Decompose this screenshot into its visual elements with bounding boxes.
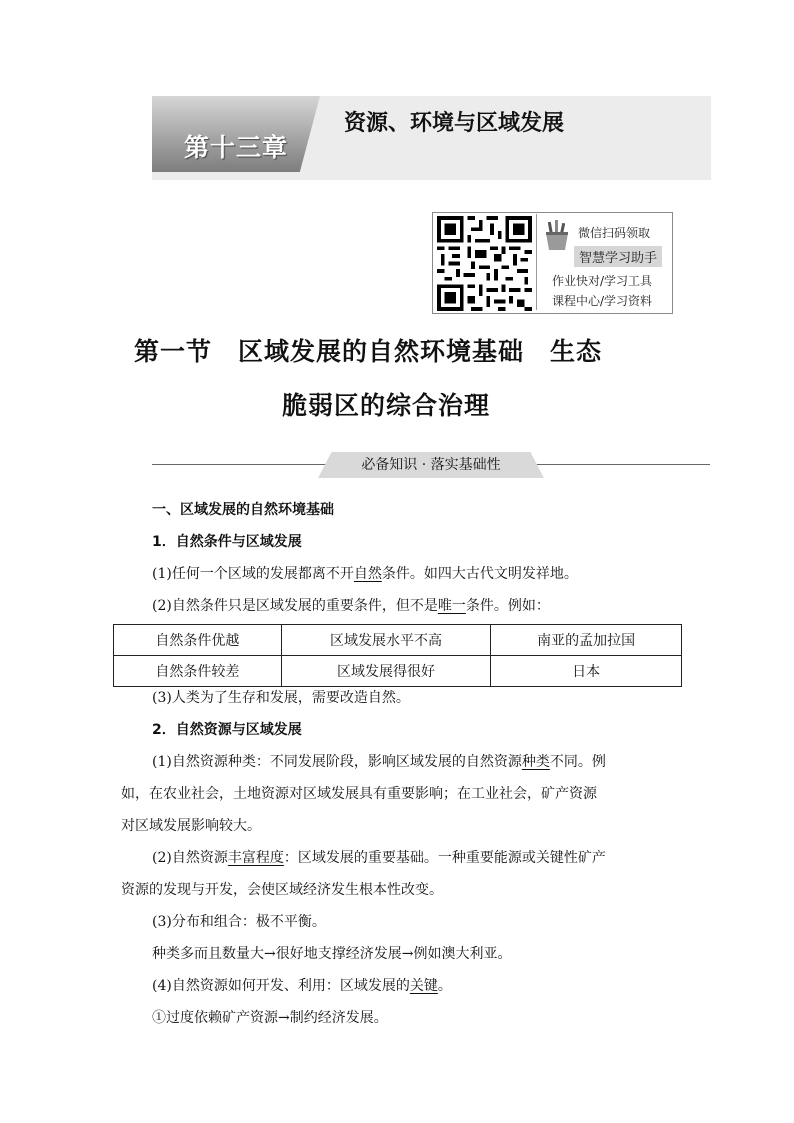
paragraph-2	[152, 596, 550, 616]
table-cell: 自然条件较差	[114, 656, 282, 687]
qr-caption-tools: 作业快对/学习工具	[552, 274, 653, 288]
conditions-table	[113, 624, 682, 687]
paragraph-4-line-3: 对区域发展影响较大。	[121, 818, 261, 834]
table-row	[114, 625, 682, 656]
paragraph-5-line-2: 资源的发现与开发，会使区域经济发生根本性改变。	[121, 882, 443, 898]
paragraph-1-text-b: 条件。如四大古代文明发祥地。	[381, 566, 578, 582]
section-title-line1: 第一节 区域发展的自然环境基础 生态	[134, 337, 603, 366]
table-cell: 南亚的孟加拉国	[491, 625, 682, 656]
chapter-title: 资源、环境与区域发展	[344, 110, 565, 136]
paragraph-5-underline: 丰富程度	[227, 850, 284, 866]
paragraph-2-text-a: (2)自然条件只是区域发展的重要条件，但不是	[152, 598, 438, 614]
subheading-natural-conditions: 1．自然条件与区域发展	[152, 534, 302, 550]
paragraph-1-text-a: (1)任何一个区域的发展都离不开	[152, 566, 354, 582]
subheading-natural-resources: 2．自然资源与区域发展	[152, 722, 302, 738]
table-cell: 自然条件优越	[114, 625, 282, 656]
divider-label: 必备知识 · 落实基础性	[361, 457, 501, 473]
divider-line-left	[152, 464, 332, 465]
paragraph-7: 种类多而且数量大→很好地支撑经济发展→例如澳大利亚。	[152, 946, 512, 962]
paragraph-2-underline: 唯一	[437, 598, 466, 614]
chapter-label: 第十三章	[184, 133, 289, 162]
paragraph-6: (3)分布和组合：极不平衡。	[152, 914, 326, 930]
qr-caption-scan: 微信扫码领取	[578, 226, 651, 240]
paragraph-4-text-a: (1)自然资源种类：不同发展阶段，影响区域发展的自然资源	[152, 754, 522, 770]
pencil-cup-icon	[543, 220, 571, 250]
qr-divider	[536, 214, 537, 310]
qr-caption-assistant: 智慧学习助手	[574, 246, 662, 267]
paragraph-5-text-a: (2)自然资源	[152, 850, 228, 866]
paragraph-2-text-b: 条件。例如：	[465, 598, 550, 614]
paragraph-9: ①过度依赖矿产资源→制约经济发展。	[152, 1010, 388, 1026]
paragraph-8-text-a: (4)自然资源如何开发、利用：区域发展的	[152, 978, 410, 994]
divider-line-right	[532, 464, 710, 465]
paragraph-5	[152, 848, 606, 868]
paragraph-4-text-b: 不同。例	[549, 754, 606, 770]
paragraph-1-underline: 自然	[353, 566, 382, 582]
paragraph-8	[152, 976, 452, 996]
paragraph-8-text-b: 。	[437, 978, 452, 994]
paragraph-8-underline: 关键	[409, 978, 438, 994]
paragraph-1	[152, 564, 578, 584]
qr-caption-courses: 课程中心/学习资料	[552, 294, 653, 308]
paragraph-4-line-2: 如，在农业社会，土地资源对区域发展具有重要影响；在工业社会，矿产资源	[121, 786, 597, 802]
heading-natural-environment: 一、区域发展的自然环境基础	[152, 502, 334, 518]
table-cell: 区域发展得很好	[281, 656, 491, 687]
paragraph-4-underline: 种类	[521, 754, 550, 770]
paragraph-3: (3)人类为了生存和发展，需要改造自然。	[152, 690, 410, 706]
paragraph-4	[152, 752, 606, 772]
table-cell: 日本	[491, 656, 682, 687]
table-row	[114, 656, 682, 687]
paragraph-5-text-b: ：区域发展的重要基础。一种重要能源或关键性矿产	[283, 850, 606, 866]
section-title-line2: 脆弱区的综合治理	[282, 391, 491, 420]
table-cell: 区域发展水平不高	[281, 625, 491, 656]
qr-code-icon[interactable]	[437, 216, 532, 311]
